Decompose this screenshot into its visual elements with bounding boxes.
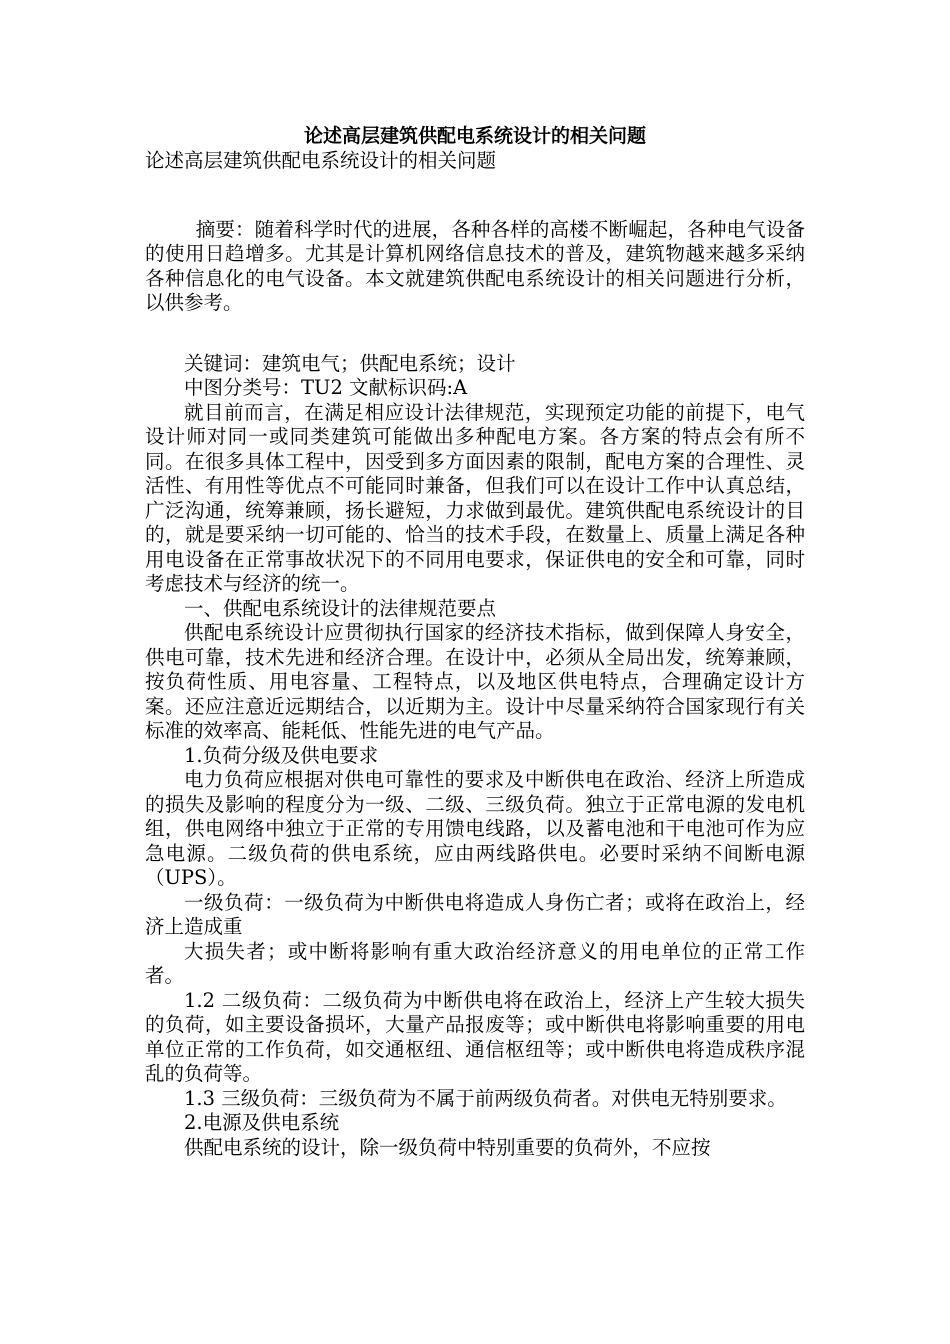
spacer (145, 316, 805, 352)
body-paragraph: 1.2 二级负荷：二级负荷为中断供电将在政治上，经济上产生较大损失的负荷，如主要设备损坏，大量产品报废等；或中断供电将影响重要的用电单位正常的工作负荷，如交通枢纽、通信枢纽等；或中断供电将造成秩序混乱的负荷等。 (145, 988, 805, 1085)
subsection-heading: 2.电源及供电系统 (184, 1111, 340, 1134)
body-paragraph: 供配电系统的设计，除一级负荷中特别重要的负荷外，不应按 (184, 1135, 711, 1159)
body-paragraph: 就目前而言，在满足相应设计法律规范，实现预定功能的前提下，电气设计师对同一或同类建筑可能做出多种配电方案。各方案的特点会有所不同。在很多具体工程中，因受到多方面因素的限制，配电方案的合理性、灵活性、有用性等优点不可能同时兼备，但我们可以在设计工作中认真总结，广泛沟通，统筹兼顾，扬长避短，力求做到最优。建筑供配电系统设计的目的，就是要采纳一切可能的、恰当的技术手段，在数量上、质量上满足各种用电设备在正常事故状况下的不同用电要求，保证供电的安全和可靠，同时考虑技术与经济的统一。 (145, 400, 805, 595)
document-subtitle: 论述高层建筑供配电系统设计的相关问题 (145, 149, 497, 172)
spacer (145, 174, 805, 218)
keywords-line: 关键词：建筑电气；供配电系统；设计 (184, 351, 516, 375)
subsection-heading: 1.负荷分级及供电要求 (184, 743, 379, 767)
section-heading: 一、供配电系统设计的法律规范要点 (184, 596, 497, 620)
body-paragraph: 供配电系统设计应贯彻执行国家的经济技术指标，做到保障人身安全，供电可靠，技术先进和经济合理。在设计中，必须从全局出发，统筹兼顾，按负荷性质、用电容量、工程特点，以及地区供电特点，合理确定设计方案。还应注意近远期结合，以近期为主。设计中尽量采纳符合国家现行有关标准的效率高、能耗低、性能先进的电气产品。 (145, 621, 805, 742)
body-paragraph: 电力负荷应根据对供电可靠性的要求及中断供电在政治、经济上所造成的损失及影响的程度分为一级、二级、三级负荷。独立于正常电源的发电机组，供电网络中独立于正常的专用馈电线路，以及蓄电池和干电池可作为应急电源。二级负荷的供电系统，应由两线路供电。必要时采纳不间断电源（UPS）。 (145, 768, 805, 889)
body-paragraph: 1.3 三级负荷：三级负荷为不属于前两级负荷者。对供电无特别要求。 (184, 1086, 787, 1110)
classification-line: 中图分类号：TU2 文献标识码:A (184, 376, 468, 399)
document-body (145, 124, 805, 1160)
abstract-paragraph: 摘要：随着科学时代的进展，各种各样的高楼不断崛起，各种电气设备的使用日趋增多。尤其是计算机网络信息技术的普及，建筑物越来越多采纳各种信息化的电气设备。本文就建筑供配电系统设计的相关问题进行分析，以供参考。 (145, 217, 805, 314)
document-title: 论述高层建筑供配电系统设计的相关问题 (303, 125, 646, 147)
body-paragraph: 一级负荷：一级负荷为中断供电将造成人身伤亡者；或将在政治上，经济上造成重 (145, 890, 805, 938)
body-paragraph: 大损失者；或中断将影响有重大政治经济意义的用电单位的正常工作者。 (145, 939, 805, 987)
